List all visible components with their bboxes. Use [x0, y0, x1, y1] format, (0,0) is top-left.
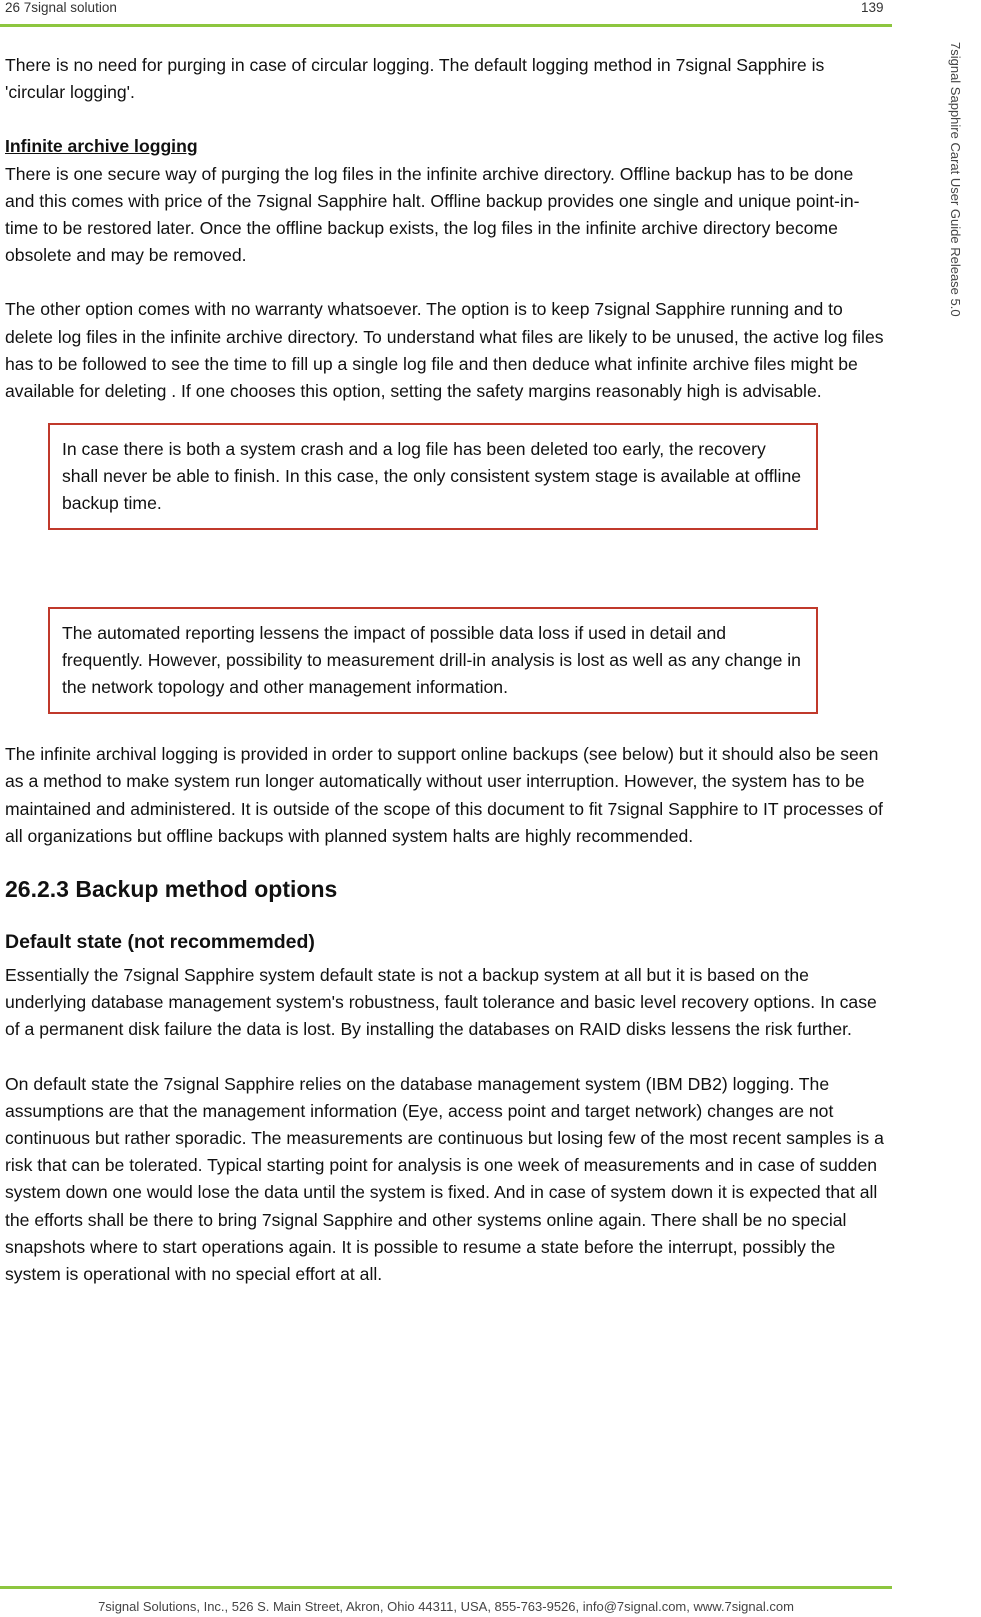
header-divider	[0, 24, 892, 27]
paragraph-other-option: The other option comes with no warranty whatsoever. The option is to keep 7signal Sapphire running and to delete log files in the infinite archive directory. To understand what files are likely to be unused, the active log files has to be followed to see the time to fill up a single log file and then deduce what infinite archive files might be available for deleting . If one chooses this option, setting the safety margins reasonably high is advisable.	[5, 299, 884, 402]
subheading-infinite-archive-logging: Infinite archive logging	[5, 136, 198, 157]
page-number: 139	[861, 0, 884, 15]
warning-note-box	[48, 423, 818, 530]
paragraph-db2-logging: On default state the 7signal Sapphire relies on the database management system (IBM DB2) logging. The assumptions are that the management information (Eye, access point and target network) changes are not continuous but rather sporadic. The measurements are continuous but losing few of the most recent samples is a risk that can be tolerated. Typical starting point for analysis is one week of measurements and in case of sudden system down one would lose the data until the system is fixed. And in case of system down it is expected that all the efforts shall be there to bring 7signal Sapphire and other systems online again. There shall be no special snapshots where to start operations again. It is possible to resume a state before the interrupt, possibly the system is operational with no special effort at all.	[5, 1073, 884, 1285]
paragraph-circular-logging: There is no need for purging in case of circular logging. The default logging method in 7signal Sapphire is 'circular logging'.	[5, 55, 825, 103]
paragraph-offline-backup: There is one secure way of purging the log files in the infinite archive directory. Offline backup has to be done and this comes with price of the 7signal Sapphire halt. Offline backup provides one single and unique point-in-time to be restored later. Once the offline backup exists, the log files in the infinite archive directory become obsolete and may be removed.	[5, 163, 860, 266]
subheading-default-state: Default state (not recommemded)	[5, 931, 315, 954]
paragraph-default-state: Essentially the 7signal Sapphire system default state is not a backup system at all but it is based on the underlying database management system's robustness, fault tolerance and basic level recovery options. In case of a permanent disk failure the data is lost. By installing the databases on RAID disks lessens the risk further.	[5, 965, 877, 1040]
footer-divider	[0, 1586, 892, 1589]
page-body	[5, 52, 885, 1288]
paragraph-infinite-archival: The infinite archival logging is provided in order to support online backups (see below) but it should also be seen as a method to make system run longer automatically without user interruption. However, the system has to be maintained and administered. It is outside of the scope of this document to fit 7signal Sapphire to IT processes of all organizations but offline backups with planned system halts are highly recommended.	[5, 744, 883, 846]
header-section-title: 26 7signal solution	[5, 0, 117, 15]
side-document-title: 7signal Sapphire Carat User Guide Release 5.0	[948, 42, 963, 317]
info-note-box	[48, 607, 818, 714]
section-heading-backup-options: 26.2.3 Backup method options	[5, 876, 338, 903]
info-note-text: The automated reporting lessens the impact of possible data loss if used in detail and frequently. However, possibility to measurement drill-in analysis is lost as well as any change in the network topology and other management information.	[62, 623, 801, 698]
warning-note-text: In case there is both a system crash and a log file has been deleted too early, the recovery shall never be able to finish. In this case, the only consistent system stage is available at offline backup time.	[62, 439, 802, 514]
footer-contact: 7signal Solutions, Inc., 526 S. Main Street, Akron, Ohio 44311, USA, 855-763-9526, info@7signal.com, www.7signal.com	[98, 1599, 794, 1614]
